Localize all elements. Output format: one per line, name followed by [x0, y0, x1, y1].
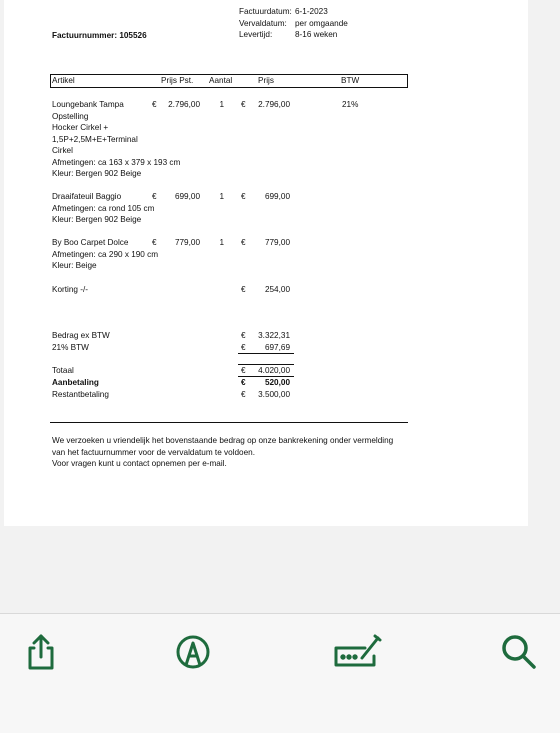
total-value: 4.020,00	[258, 366, 290, 375]
invoice-number: Factuurnummer: 105526	[52, 31, 147, 40]
item-line: Afmetingen: ca 163 x 379 x 193 cm	[52, 157, 181, 167]
signature-icon	[332, 632, 382, 672]
column-header-btw: BTW	[341, 76, 360, 85]
unit-price: 779,00	[174, 238, 200, 247]
item-line: Hocker Cirkel +	[52, 123, 109, 132]
subtotal-value: 3.322,31	[258, 331, 290, 340]
item-line: Kleur: Bergen 902 Beige	[52, 215, 142, 224]
meta-value: 6-1-2023	[295, 7, 328, 16]
footer-divider	[50, 422, 408, 423]
unit-price: 699,00	[174, 192, 200, 201]
markup-button[interactable]	[173, 632, 213, 672]
currency-symbol: €	[241, 100, 246, 109]
item-line: 1,5P+2,5M+E+Terminal	[52, 134, 138, 144]
share-icon	[20, 632, 60, 672]
currency-symbol: €	[241, 331, 246, 340]
currency-symbol: €	[241, 238, 246, 247]
column-header-prijs: Prijs	[258, 76, 274, 85]
meta-value: 8-16 weken	[295, 30, 338, 39]
meta-label: Factuurdatum:	[239, 7, 292, 16]
invoice-page	[4, 0, 528, 526]
balance-value: 3.500,00	[258, 389, 290, 399]
bottom-toolbar	[0, 613, 560, 733]
meta-label: Vervaldatum:	[239, 18, 287, 28]
subtotal-value: 697,69	[264, 343, 290, 352]
currency-symbol: €	[241, 389, 246, 399]
quantity: 1	[219, 100, 224, 109]
currency-symbol: €	[152, 238, 157, 247]
column-header-prijs-pst: Prijs Pst.	[161, 76, 194, 85]
vat-rate: 21%	[342, 100, 359, 109]
sum-underline	[238, 353, 294, 354]
column-header-artikel: Artikel	[52, 76, 75, 85]
currency-symbol: €	[241, 192, 246, 201]
note-line: van het factuurnummer voor de vervaldatum te voldoen.	[52, 447, 255, 457]
table-header	[50, 74, 408, 88]
column-header-aantal: Aantal	[209, 76, 233, 85]
currency-symbol: €	[241, 285, 246, 294]
deposit-value: 520,00	[264, 378, 290, 387]
item-line: Kleur: Bergen 902 Beige	[52, 169, 142, 178]
subtotal-label: 21% BTW	[52, 343, 89, 352]
currency-symbol: €	[152, 192, 157, 201]
subtotal-label: Bedrag ex BTW	[52, 331, 110, 340]
meta-label: Levertijd:	[239, 30, 273, 39]
note-line: Voor vragen kunt u contact opnemen per e-mail.	[52, 459, 227, 468]
balance-label: Restantbetaling	[52, 389, 109, 399]
total-label: Totaal	[52, 366, 74, 375]
currency-symbol: €	[152, 100, 157, 109]
line-price: 2.796,00	[258, 100, 290, 109]
note-line: We verzoeken u vriendelijk het bovenstaande bedrag op onze bankrekening onder vermelding	[52, 436, 394, 445]
item-line: Afmetingen: ca rond 105 cm	[52, 203, 155, 213]
currency-symbol: €	[241, 343, 246, 352]
total-overline	[238, 364, 294, 365]
item-line: Draaifateuil Baggio	[52, 192, 122, 201]
item-line: By Boo Carpet Dolce	[52, 238, 129, 247]
line-price: 699,00	[264, 192, 290, 201]
discount-label: Korting -/-	[52, 285, 88, 294]
deposit-label: Aanbetaling	[52, 378, 99, 387]
quantity: 1	[219, 238, 224, 247]
search-button[interactable]	[499, 632, 539, 672]
quantity: 1	[219, 192, 224, 201]
unit-price: 2.796,00	[168, 100, 200, 109]
item-line: Afmetingen: ca 290 x 190 cm	[52, 249, 159, 259]
discount-value: 254,00	[264, 285, 290, 294]
meta-value: per omgaande	[295, 18, 348, 28]
share-button[interactable]	[20, 632, 60, 672]
item-line: Cirkel	[52, 146, 73, 155]
currency-symbol: €	[241, 366, 246, 375]
signature-button[interactable]	[332, 632, 382, 672]
line-price: 779,00	[264, 238, 290, 247]
item-line: Loungebank Tampa	[52, 100, 124, 109]
search-icon	[499, 632, 539, 672]
currency-symbol: €	[241, 378, 246, 387]
item-line: Opstelling	[52, 111, 89, 121]
markup-icon	[173, 632, 213, 672]
item-line: Kleur: Beige	[52, 261, 97, 270]
